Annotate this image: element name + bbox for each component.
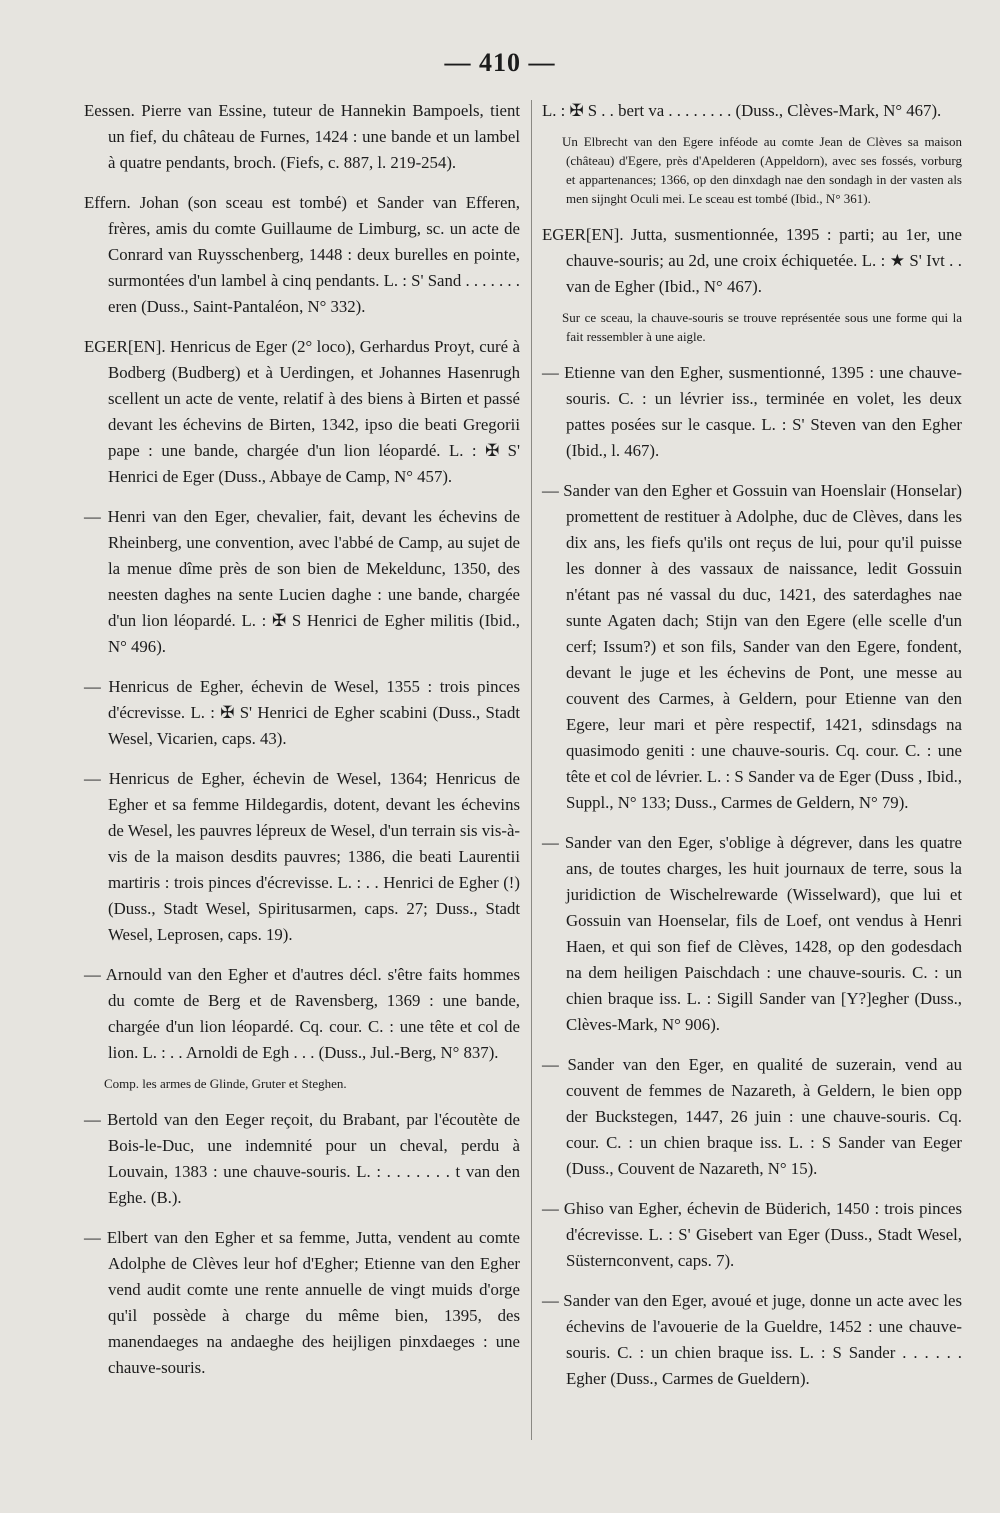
entry-paragraph: EGER[EN]. Jutta, susmentionnée, 1395 : parti; au 1er, une chauve-souris; au 2d, une croix échiquetée. L. : ★ S' Ivt . . van de Egher (Ibid., N° 467). (542, 225, 962, 296)
entry-paragraph: — Henricus de Egher, échevin de Wesel, 1355 : trois pinces d'écrevisse. L. : ✠ S' Henrici de Egher scabini (Duss., Stadt Wesel, Vicarien, caps. 43). (84, 677, 520, 748)
entry-paragraph: — Sander van den Eger, s'oblige à dégrever, dans les quatre ans, de toutes charges, les huit journaux de terre, sous la juridiction de Wischelrewarde (Wisselward), que lui et Gossuin van Hoenselar, fils de Loef, ont vendus à Henri Haen, et qui son fief de Clèves, 1428, op den godesdach na dem heiligen Paischdach : une chauve-souris. C. : un chien braque iss. L. : Sigill Sander van [Y?]egher (Duss., Clèves-Mark, N° 906). (542, 833, 962, 1034)
entry-paragraph: — Elbert van den Egher et sa femme, Jutta, vendent au comte Adolphe de Clèves leur hof d'Egher; Etienne van den Egher vend audit comte une rente annuelle de vingt muids d'orge qu'il possède à charge du même bien, 1395, des manendaeges na andaeghe des heijligen pinxdaeges : une chauve-souris. (84, 1228, 520, 1377)
entry-paragraph: — Bertold van den Eeger reçoit, du Brabant, par l'écoutète de Bois-le-Duc, une indemnité pour un cheval, perdu à Louvain, 1383 : une chauve-souris. L. : . . . . . . . t van den Eghe. (B.). (84, 1110, 520, 1207)
entry-paragraph: — Sander van den Eger, en qualité de suzerain, vend au couvent de femmes de Nazareth, à Geldern, le bien opp der Buckstegen, 1447, 26 juin : une chauve-souris. Cq. cour. C. : un chien braque iss. L. : S Sander van Eeger (Duss., Couvent de Nazareth, N° 15). (542, 1055, 962, 1178)
entry-paragraph: L. : ✠ S . . bert va . . . . . . . . (Duss., Clèves-Mark, N° 467). (542, 101, 942, 120)
entry-paragraph: — Arnould van den Egher et d'autres décl. s'être faits hommes du comte de Berg et de Ravensberg, 1369 : une bande, chargée d'un lion léopardé. Cq. cour. C. : une tête et col de lion. L. : . . Arnoldi de Egh . . . (Duss., Jul.-Berg, N° 837). (84, 965, 520, 1062)
entry-paragraph: Eessen. Pierre van Essine, tuteur de Hannekin Bampoels, tient un fief, du château de Furnes, 1424 : une bande et un lambel à quatre pendants, broch. (Fiefs, c. 887, l. 219-254). (84, 101, 520, 172)
footnote-paragraph: Sur ce sceau, la chauve-souris se trouve représentée sous une forme qui la fait ressembler à une aigle. (562, 310, 962, 344)
column-divider (531, 100, 532, 1440)
entry-paragraph: Effern. Johan (son sceau est tombé) et Sander van Efferen, frères, amis du comte Guillaume de Limburg, sc. un acte de Conrard van Ruysschenberg, 1448 : deux burelles en pointe, surmontées d'un lambel à cinq pendants. L. : S' Sand . . . . . . . eren (Duss., Saint-Pantaléon, N° 332). (84, 193, 521, 316)
right-column (542, 98, 962, 1406)
entry-paragraph: — Sander van den Eger, avoué et juge, donne un acte avec les échevins de l'avouerie de la Gueldre, 1452 : une chauve-souris. C. : un chien braque iss. L. : S Sander . . . . . . Egher (Duss., Carmes de Gueldern). (542, 1291, 962, 1388)
footnote-paragraph: Un Elbrecht van den Egere inféode au comte Jean de Clèves sa maison (château) d'Egere, près d'Apelderen (Appeldorn), avec ses fossés, vorburg et appartenances; 1366, op den dinxdagh nae den sondagh in der vasten als men sijnght Oculi mei. Le sceau est tombé (Ibid., N° 361). (562, 134, 962, 206)
entry-paragraph: — Ghiso van Egher, échevin de Büderich, 1450 : trois pinces d'écrevisse. L. : S' Gisebert van Eger (Duss., Stadt Wesel, Süsternconvent, caps. 7). (542, 1199, 962, 1270)
entry-paragraph: — Henricus de Egher, échevin de Wesel, 1364; Henricus de Egher et sa femme Hildegardis, dotent, devant les échevins de Wesel, les pauvres lépreux de Wesel, d'un terrain sis vis-à-vis de la maison desdits pauvres; 1386, die beati Laurentii martiris : trois pinces d'écrevisse. L. : . . Henrici de Egher (!) (Duss., Stadt Wesel, Spiritusarmen, caps. 27; Duss., Stadt Wesel, Leprosen, caps. 19). (84, 769, 520, 944)
entry-paragraph: — Sander van den Egher et Gossuin van Hoenslair (Honselar) promettent de restituer à Adolphe, duc de Clèves, dans les dix ans, les fiefs qu'ils ont reçus de lui, pour qu'il puisse les donner à des vassaux de naissance, ledit Gossuin n'étant pas né vassal du duc, 1421, des saterdaghes nae sunte Agaten dach; Stijn van den Egere (elle scelle d'un cerf; Issum?) et son fils, Sander van den Egere, fondent, devant le juge et les échevins de Pont, une messe au couvent des Carmes, à Geldern, pour Etienne van den Egere, leur mari et père respectif, 1421, sdinsdags na quasimodo geniti : une chauve-souris. Cq. cour. C. : une tête et col de lévrier. L. : S Sander va de Eger (Duss , Ibid., Suppl., N° 133; Duss., Carmes de Geldern, N° 79). (542, 481, 962, 812)
entry-paragraph: — Henri van den Eger, chevalier, fait, devant les échevins de Rheinberg, une convention, avec l'abbé de Camp, au sujet de la menue dîme près de son bien de Mekeldunc, 1350, des neesten daghes na sente Lucien daghe : une bande, chargée d'un lion léopardé. L. : ✠ S Henrici de Egher militis (Ibid., N° 496). (84, 507, 520, 656)
entry-paragraph: — Etienne van den Egher, susmentionné, 1395 : une chauve-souris. C. : un lévrier iss., terminée en volet, les deux pattes posées sur le casque. L. : S' Steven van den Egher (Ibid., l. 467). (542, 363, 962, 460)
left-column (84, 98, 520, 1395)
page-number: — 410 — (444, 48, 556, 77)
footnote-paragraph: Comp. les armes de Glinde, Gruter et Steghen. (104, 1076, 347, 1091)
entry-paragraph: EGER[EN]. Henricus de Eger (2° loco), Gerhardus Proyt, curé à Bodberg (Budberg) et à Uerdingen, et Johannes Hasenrugh scellent un acte de vente, relatif à des biens à Birten et passé devant les échevins de Birten, 1342, ipso die beati Gregorii pape : une bande, chargée d'un lion léopardé. L. : ✠ S' Henrici de Eger (Duss., Abbaye de Camp, N° 457). (84, 337, 520, 486)
